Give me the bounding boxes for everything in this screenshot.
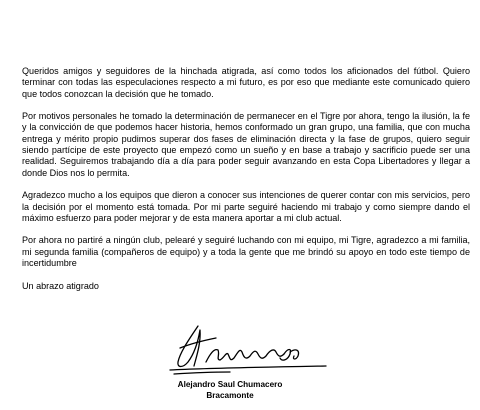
letter-body <box>22 66 470 303</box>
handwritten-signature <box>150 318 330 380</box>
thanks-paragraph: Agradezco mucho a los equipos que dieron a conocer sus intenciones de querer contar con mis servicios, pero la decisión por el momento está tomada. Por mi parte seguiré haciendo mi trabajo y como siempre dando el máximo esfuerzo para poder mejorar y de esta manera aportar a mi club actual. <box>22 190 470 223</box>
signer-surname: Bracamonte <box>206 390 254 400</box>
decision-paragraph: Por motivos personales he tomado la determinación de permanecer en el Tigre por ahora, tengo la ilusión, la fe y la convicción de que podemos hacer historia, hemos conformado un gran grupo, una familia, que con mucha entrega y mérito propio pudimos superar dos fases de eliminación directa y la fase de grupos, quiero seguir siendo partícipe de este proyecto que empezó como un sueño y en base a trabajo y sacrificio puede ser una realidad. Seguiremos trabajando día a día para poder seguir avanzando en esta Copa Libertadores y llegar a donde Dios nos lo permita. <box>22 111 470 178</box>
intro-paragraph: Queridos amigos y seguidores de la hinchada atigrada, así como todos los aficionados del fútbol. Quiero terminar con todas las especulaciones respecto a mi futuro, es por eso que mediante este comunicado quiero que todos conozcan la decisión que he tomado. <box>22 66 470 99</box>
closing-line: Un abrazo atigrado <box>22 280 99 291</box>
signer-block <box>160 380 300 401</box>
signer-name: Alejandro Saul Chumacero <box>177 380 283 389</box>
commitment-paragraph: Por ahora no partiré a ningún club, pelearé y seguiré luchando con mi equipo, mi Tigre, agradezco a mi familia, mi segunda familia (compañeros de equipo) y a toda la gente que me brindó su apoyo en todo este tiempo de incertidumbre <box>22 235 470 269</box>
